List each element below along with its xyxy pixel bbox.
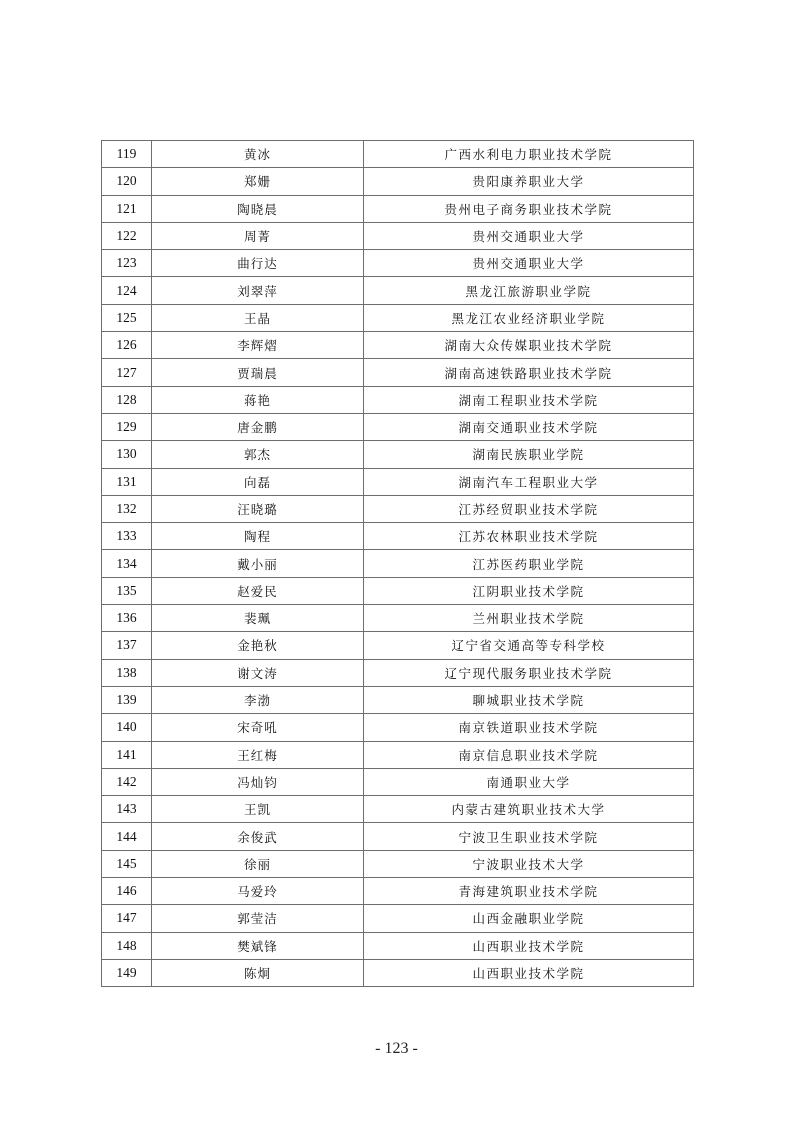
- table-row: [102, 686, 694, 713]
- school-name: 辽宁现代服务职业技术学院: [364, 659, 694, 686]
- roster-table: [101, 140, 694, 987]
- person-name: 裴珮: [152, 605, 364, 632]
- table-row: [102, 823, 694, 850]
- row-number: 122: [102, 222, 152, 249]
- table-row: [102, 386, 694, 413]
- person-name: 谢文涛: [152, 659, 364, 686]
- row-number: 121: [102, 195, 152, 222]
- table-row: [102, 605, 694, 632]
- table-row: [102, 905, 694, 932]
- person-name: 冯灿钧: [152, 768, 364, 795]
- school-name: 贵州交通职业大学: [364, 250, 694, 277]
- row-number: 141: [102, 741, 152, 768]
- school-name: 山西职业技术学院: [364, 932, 694, 959]
- school-name: 江苏医药职业学院: [364, 550, 694, 577]
- row-number: 135: [102, 577, 152, 604]
- school-name: 湖南大众传媒职业技术学院: [364, 332, 694, 359]
- row-number: 129: [102, 413, 152, 440]
- row-number: 124: [102, 277, 152, 304]
- table-row: [102, 741, 694, 768]
- person-name: 王凯: [152, 796, 364, 823]
- row-number: 125: [102, 304, 152, 331]
- school-name: 宁波卫生职业技术学院: [364, 823, 694, 850]
- person-name: 李辉熠: [152, 332, 364, 359]
- table-row: [102, 878, 694, 905]
- person-name: 陶晓晨: [152, 195, 364, 222]
- school-name: 湖南交通职业技术学院: [364, 413, 694, 440]
- person-name: 樊斌锋: [152, 932, 364, 959]
- table-row: [102, 659, 694, 686]
- table-row: [102, 141, 694, 168]
- person-name: 唐金鹏: [152, 413, 364, 440]
- row-number: 127: [102, 359, 152, 386]
- table-row: [102, 168, 694, 195]
- row-number: 137: [102, 632, 152, 659]
- table-row: [102, 332, 694, 359]
- person-name: 周菁: [152, 222, 364, 249]
- school-name: 青海建筑职业技术学院: [364, 878, 694, 905]
- school-name: 南通职业大学: [364, 768, 694, 795]
- person-name: 陶程: [152, 523, 364, 550]
- person-name: 郑姗: [152, 168, 364, 195]
- row-number: 139: [102, 686, 152, 713]
- person-name: 黄冰: [152, 141, 364, 168]
- table-row: [102, 413, 694, 440]
- person-name: 王红梅: [152, 741, 364, 768]
- school-name: 江苏经贸职业技术学院: [364, 495, 694, 522]
- row-number: 138: [102, 659, 152, 686]
- table-row: [102, 468, 694, 495]
- person-name: 蒋艳: [152, 386, 364, 413]
- school-name: 贵阳康养职业大学: [364, 168, 694, 195]
- school-name: 江苏农林职业技术学院: [364, 523, 694, 550]
- school-name: 湖南民族职业学院: [364, 441, 694, 468]
- school-name: 辽宁省交通高等专科学校: [364, 632, 694, 659]
- person-name: 李渤: [152, 686, 364, 713]
- row-number: 148: [102, 932, 152, 959]
- school-name: 贵州交通职业大学: [364, 222, 694, 249]
- person-name: 郭杰: [152, 441, 364, 468]
- table-row: [102, 277, 694, 304]
- table-row: [102, 222, 694, 249]
- row-number: 119: [102, 141, 152, 168]
- table-row: [102, 959, 694, 986]
- school-name: 兰州职业技术学院: [364, 605, 694, 632]
- school-name: 内蒙古建筑职业技术大学: [364, 796, 694, 823]
- school-name: 湖南高速铁路职业技术学院: [364, 359, 694, 386]
- person-name: 汪晓璐: [152, 495, 364, 522]
- row-number: 126: [102, 332, 152, 359]
- school-name: 湖南汽车工程职业大学: [364, 468, 694, 495]
- school-name: 黑龙江农业经济职业学院: [364, 304, 694, 331]
- row-number: 140: [102, 714, 152, 741]
- person-name: 刘翠萍: [152, 277, 364, 304]
- school-name: 江阴职业技术学院: [364, 577, 694, 604]
- table-row: [102, 304, 694, 331]
- row-number: 132: [102, 495, 152, 522]
- page-number: - 123 -: [375, 1040, 418, 1057]
- table-row: [102, 577, 694, 604]
- row-number: 123: [102, 250, 152, 277]
- school-name: 南京铁道职业技术学院: [364, 714, 694, 741]
- table-row: [102, 359, 694, 386]
- table-row: [102, 632, 694, 659]
- row-number: 147: [102, 905, 152, 932]
- school-name: 山西职业技术学院: [364, 959, 694, 986]
- row-number: 145: [102, 850, 152, 877]
- table-row: [102, 550, 694, 577]
- person-name: 王晶: [152, 304, 364, 331]
- row-number: 136: [102, 605, 152, 632]
- table-row: [102, 714, 694, 741]
- table-row: [102, 250, 694, 277]
- row-number: 144: [102, 823, 152, 850]
- school-name: 南京信息职业技术学院: [364, 741, 694, 768]
- person-name: 徐丽: [152, 850, 364, 877]
- school-name: 贵州电子商务职业技术学院: [364, 195, 694, 222]
- row-number: 120: [102, 168, 152, 195]
- table-row: [102, 195, 694, 222]
- row-number: 146: [102, 878, 152, 905]
- table-row: [102, 523, 694, 550]
- person-name: 陈炯: [152, 959, 364, 986]
- table-row: [102, 768, 694, 795]
- person-name: 郭莹洁: [152, 905, 364, 932]
- school-name: 山西金融职业学院: [364, 905, 694, 932]
- roster-table-body: [102, 141, 694, 987]
- row-number: 128: [102, 386, 152, 413]
- row-number: 142: [102, 768, 152, 795]
- row-number: 143: [102, 796, 152, 823]
- row-number: 134: [102, 550, 152, 577]
- person-name: 向磊: [152, 468, 364, 495]
- person-name: 宋奇吼: [152, 714, 364, 741]
- table-row: [102, 850, 694, 877]
- table-row: [102, 495, 694, 522]
- row-number: 149: [102, 959, 152, 986]
- person-name: 曲行达: [152, 250, 364, 277]
- person-name: 马爱玲: [152, 878, 364, 905]
- table-row: [102, 796, 694, 823]
- person-name: 金艳秋: [152, 632, 364, 659]
- row-number: 130: [102, 441, 152, 468]
- table-row: [102, 932, 694, 959]
- school-name: 黑龙江旅游职业学院: [364, 277, 694, 304]
- person-name: 余俊武: [152, 823, 364, 850]
- school-name: 聊城职业技术学院: [364, 686, 694, 713]
- school-name: 湖南工程职业技术学院: [364, 386, 694, 413]
- person-name: 戴小丽: [152, 550, 364, 577]
- row-number: 133: [102, 523, 152, 550]
- school-name: 广西水利电力职业技术学院: [364, 141, 694, 168]
- person-name: 贾瑞晨: [152, 359, 364, 386]
- school-name: 宁波职业技术大学: [364, 850, 694, 877]
- table-row: [102, 441, 694, 468]
- person-name: 赵爱民: [152, 577, 364, 604]
- row-number: 131: [102, 468, 152, 495]
